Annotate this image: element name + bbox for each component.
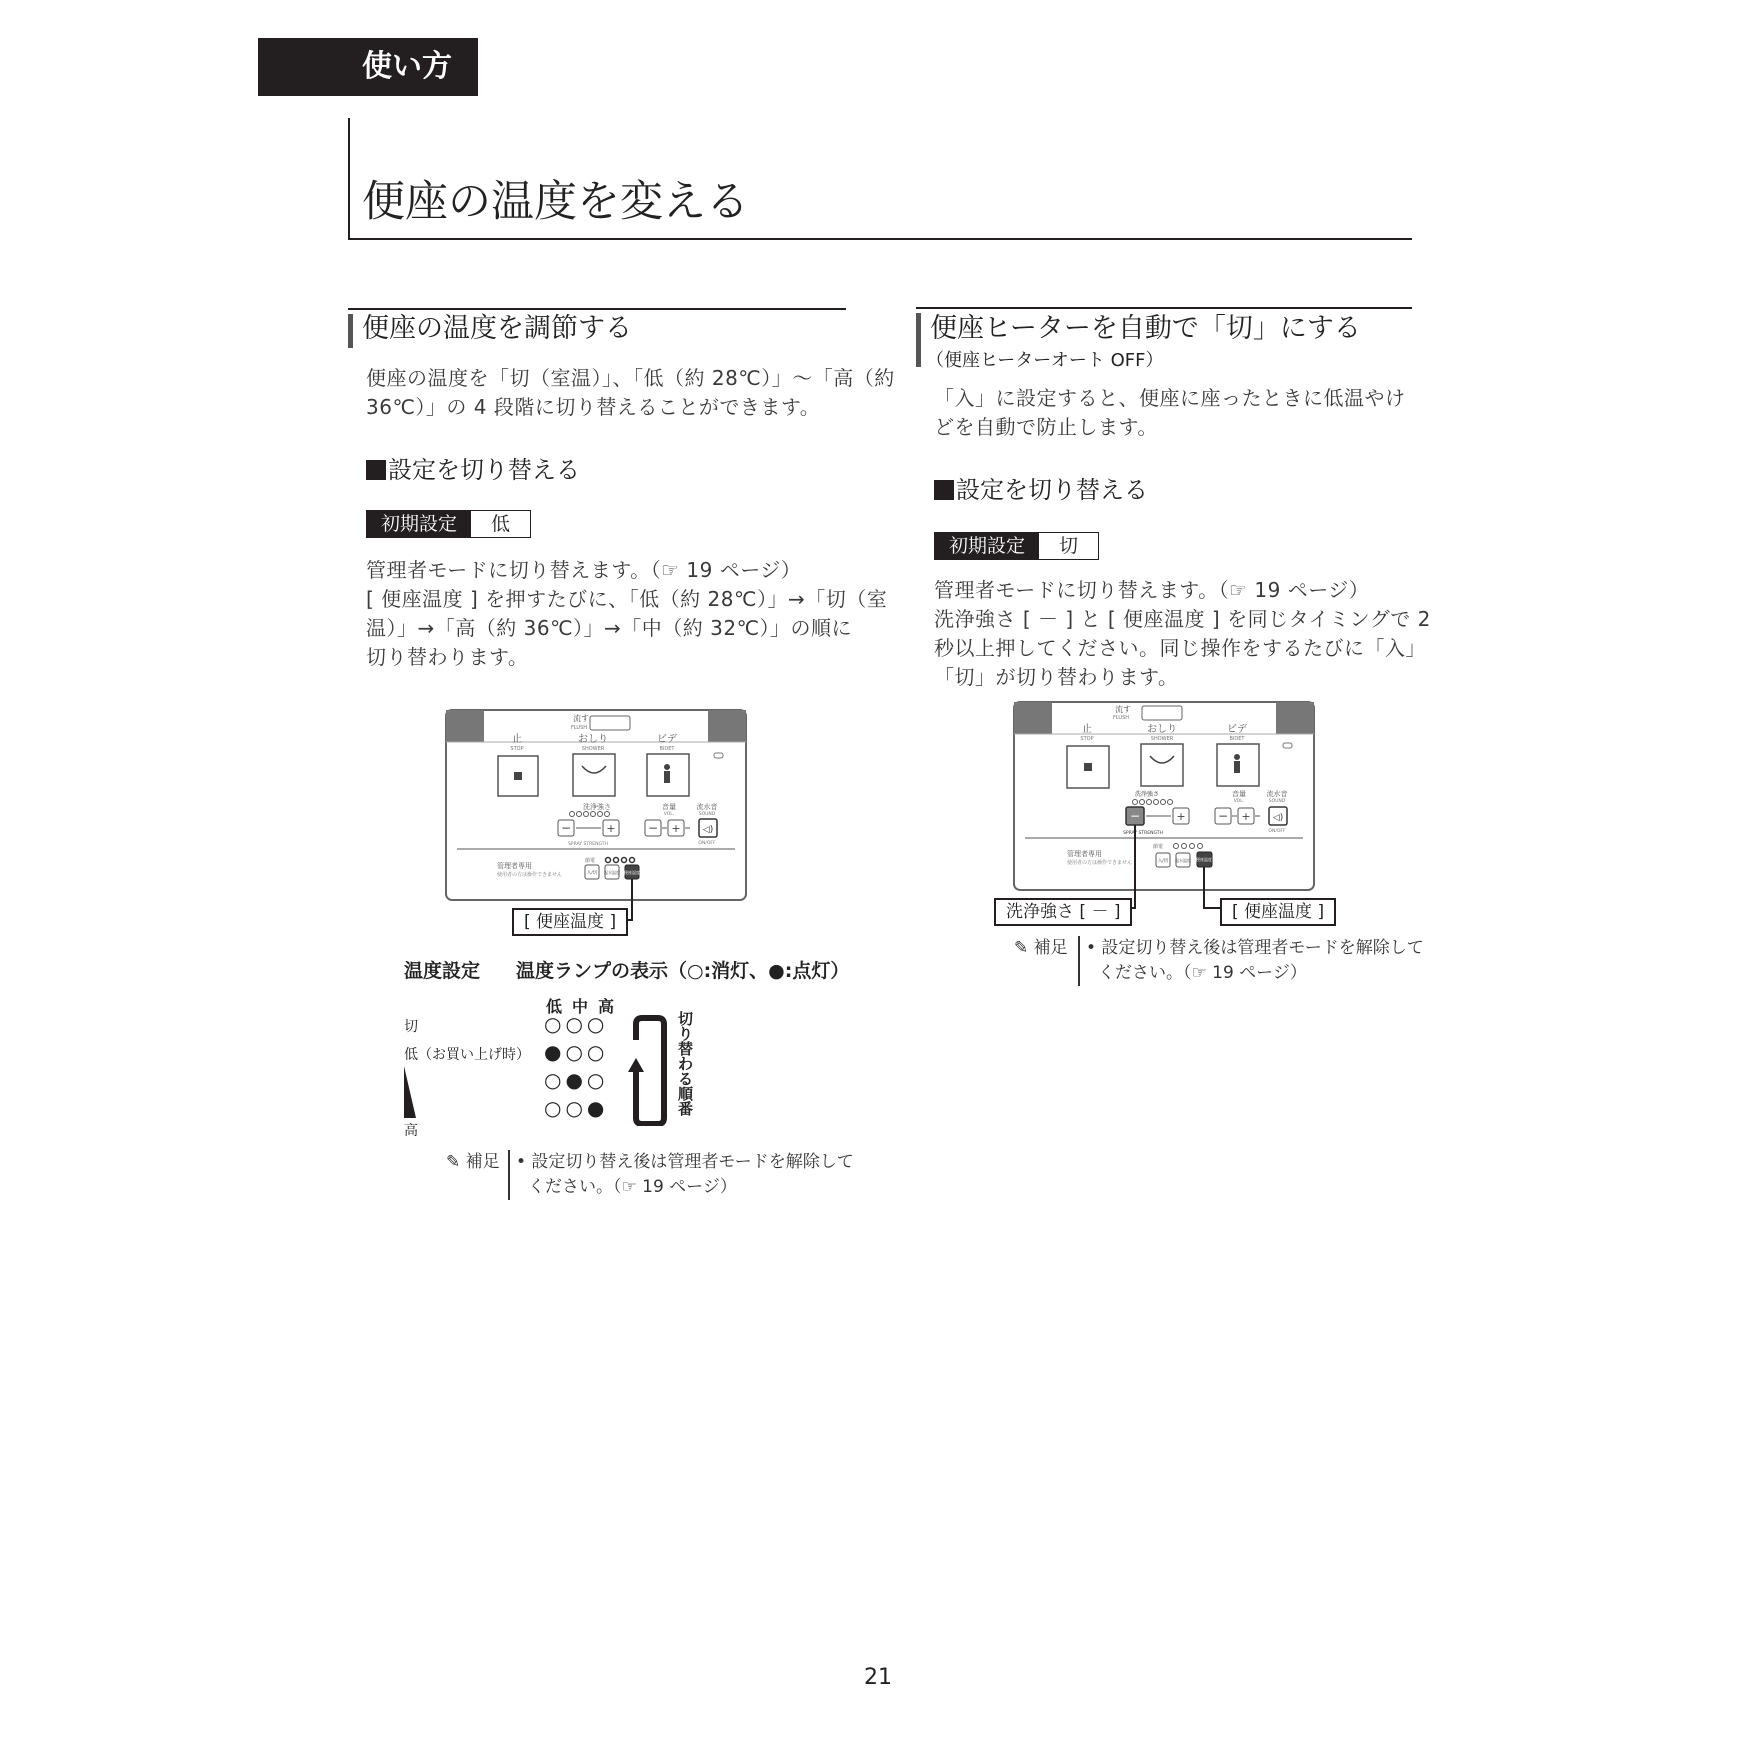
shower-label: おしり xyxy=(578,734,608,745)
right-steps: 管理者モードに切り替えます。（☞ 19 ページ） 洗浄強さ [ － ] と [ 便座温度 ] を同じタイミングで 2 秒以上押してください。同じ操作をするたびに「入」 「切」が切り替わります。 xyxy=(934,578,1431,689)
flush-button[interactable] xyxy=(590,716,630,730)
power-label: 節電 xyxy=(585,858,596,864)
sound-label: 流水音 xyxy=(1266,790,1288,798)
switch-order-loop-icon xyxy=(626,1014,672,1126)
left-section-bar xyxy=(348,314,353,348)
right-section-rule xyxy=(916,307,1412,309)
lamp-row-state: ○○○ xyxy=(544,1012,609,1036)
svg-text:+: + xyxy=(671,822,681,835)
svg-text:−: − xyxy=(1217,809,1229,823)
vol-label: 音量 xyxy=(662,803,676,811)
right-note-label: ✎ 補足 xyxy=(1014,938,1068,958)
vol-label: 音量 xyxy=(1232,790,1246,798)
left-note-text: • 設定切り替え後は管理者モードを解除して ください。（☞ 19 ページ） xyxy=(516,1152,854,1197)
left-sub-heading: 設定を切り替える xyxy=(366,454,580,486)
vol-en: VOL. xyxy=(1233,799,1245,804)
stop-label: 止 xyxy=(1082,724,1092,735)
lamp-heading-display: 温度ランプの表示（○:消灯、●:点灯） xyxy=(516,960,850,982)
power-label: 節電 xyxy=(1153,844,1164,850)
page-number: 21 xyxy=(864,1665,892,1690)
right-section-bar xyxy=(916,313,921,367)
right-callout-seat-temp: [ 便座温度 ] xyxy=(1220,898,1336,926)
right-note-text: • 設定切り替え後は管理者モードを解除して ください。（☞ 19 ページ） xyxy=(1086,938,1424,983)
lamp-row-label: 切 xyxy=(404,1019,418,1035)
flush-button[interactable] xyxy=(1142,706,1182,720)
sound-label: 流水音 xyxy=(696,803,718,811)
right-section-heading: 便座ヒーターを自動で「切」にする xyxy=(930,313,1361,344)
lamp-column-high: 高 xyxy=(598,997,615,1016)
initial-setting-label: 初期設定 xyxy=(935,533,1039,559)
stop-label: 止 xyxy=(512,734,522,745)
lamp-row-label: 低（お買い上げ時） xyxy=(404,1047,530,1063)
square-bullet-icon xyxy=(934,480,954,500)
right-sub-heading: 設定を切り替える xyxy=(934,474,1148,506)
strength-label: 洗浄強さ xyxy=(1134,791,1160,798)
svg-text:入/切: 入/切 xyxy=(1157,859,1169,864)
right-callout-strength-minus: 洗浄強さ [ － ] xyxy=(994,898,1132,926)
flush-label: 流す xyxy=(573,714,589,723)
initial-setting-value: 切 xyxy=(1039,533,1098,559)
temperature-scale-icon xyxy=(402,1064,420,1120)
shower-button[interactable] xyxy=(573,754,615,796)
left-section-rule xyxy=(348,308,846,310)
left-section-heading: 便座の温度を調節する xyxy=(362,313,632,344)
stop-en: STOP xyxy=(1080,736,1094,742)
title-rule xyxy=(348,118,350,240)
section-tab: 使い方 xyxy=(258,38,478,96)
svg-text:◁): ◁) xyxy=(1272,813,1284,823)
right-intro: 「入」に設定すると、便座に座ったときに低温やけ どを自動で防止します。 xyxy=(934,386,1406,439)
shower-label: おしり xyxy=(1147,724,1177,735)
lamp-column-low: 低 xyxy=(546,997,563,1016)
left-note-label: ✎ 補足 xyxy=(446,1152,500,1172)
initial-setting-value: 低 xyxy=(471,511,530,537)
lamp-column-mid: 中 xyxy=(572,997,589,1016)
svg-text:−: − xyxy=(1129,809,1141,823)
bidet-en: BIDET xyxy=(659,746,675,752)
right-note-bar xyxy=(1078,936,1080,986)
switch-order-label: 切り替わる順番 xyxy=(678,1010,694,1118)
pencil-icon: ✎ xyxy=(446,1152,461,1172)
lamp-row-state: ○●○ xyxy=(544,1068,609,1092)
svg-text:便座温度: 便座温度 xyxy=(624,870,640,875)
bidet-label: ビデ xyxy=(657,734,677,745)
strength-en: SPRAY STRENGTH xyxy=(1123,831,1163,836)
scale-bottom-label: 高 xyxy=(404,1123,418,1139)
square-bullet-icon xyxy=(366,460,386,480)
left-steps: 管理者モードに切り替えます。（☞ 19 ページ） [ 便座温度 ] を押すたびに、「低（約 28℃）」→「切（室 温）」→「高（約 36℃）」→「中（約 32℃）」の順に 切り替わります。 xyxy=(366,558,888,669)
right-section-subheading: （便座ヒーターオート OFF） xyxy=(926,350,1164,371)
onoff-en: ON/OFF xyxy=(1268,829,1286,834)
lamp-row-state: ●○○ xyxy=(544,1040,609,1064)
bidet-en: BIDET xyxy=(1229,736,1245,742)
title-underline xyxy=(348,238,1412,240)
sound-en: SOUND xyxy=(698,812,716,817)
svg-text:温水温度: 温水温度 xyxy=(1175,858,1191,863)
admin-sub: 使用者の方は操作できません xyxy=(497,872,563,878)
flush-en: FLUSH xyxy=(571,725,588,731)
left-callout-seat-temp: [ 便座温度 ] xyxy=(512,908,628,936)
strength-label: 洗浄強さ xyxy=(583,803,611,811)
vol-en: VOL. xyxy=(663,812,675,817)
svg-text:+: + xyxy=(1241,810,1251,823)
lamp-states xyxy=(544,1010,608,1122)
svg-text:便座温度: 便座温度 xyxy=(1196,857,1212,862)
initial-setting-label: 初期設定 xyxy=(367,511,471,537)
left-initial-setting xyxy=(366,510,531,538)
left-note-bar xyxy=(508,1150,510,1200)
sound-en: SOUND xyxy=(1268,799,1286,804)
left-intro: 便座の温度を「切（室温）」、「低（約 28℃）」～「高（約 36℃）」の 4 段階に切り替えることができます。 xyxy=(366,366,895,419)
admin-label: 管理者専用 xyxy=(1067,850,1102,858)
right-initial-setting xyxy=(934,532,1099,560)
svg-text:+: + xyxy=(1176,810,1186,823)
svg-text:−: − xyxy=(647,821,659,835)
strength-en: SPRAY STRENGTH xyxy=(568,842,608,847)
lamp-row-state: ○○● xyxy=(544,1096,609,1120)
page-title: 便座の温度を変える xyxy=(362,177,749,227)
shower-en: SHOWER xyxy=(581,746,605,752)
shower-en: SHOWER xyxy=(1150,736,1174,742)
lamp-heading-setting: 温度設定 xyxy=(404,960,481,982)
svg-text:−: − xyxy=(560,821,572,835)
flush-label: 流す xyxy=(1115,705,1131,714)
stop-en: STOP xyxy=(510,746,524,752)
svg-text:◁): ◁) xyxy=(702,825,714,835)
svg-text:温水温度: 温水温度 xyxy=(604,870,620,875)
admin-sub: 使用者の方は操作できません xyxy=(1067,860,1133,866)
admin-label: 管理者専用 xyxy=(497,862,532,870)
svg-text:入/切: 入/切 xyxy=(586,871,598,876)
bidet-label: ビデ xyxy=(1227,724,1247,735)
shower-button[interactable] xyxy=(1141,744,1183,786)
flush-en: FLUSH xyxy=(1113,715,1130,721)
onoff-en: ON/OFF xyxy=(698,841,716,846)
svg-text:+: + xyxy=(606,822,616,835)
pencil-icon: ✎ xyxy=(1014,938,1029,958)
